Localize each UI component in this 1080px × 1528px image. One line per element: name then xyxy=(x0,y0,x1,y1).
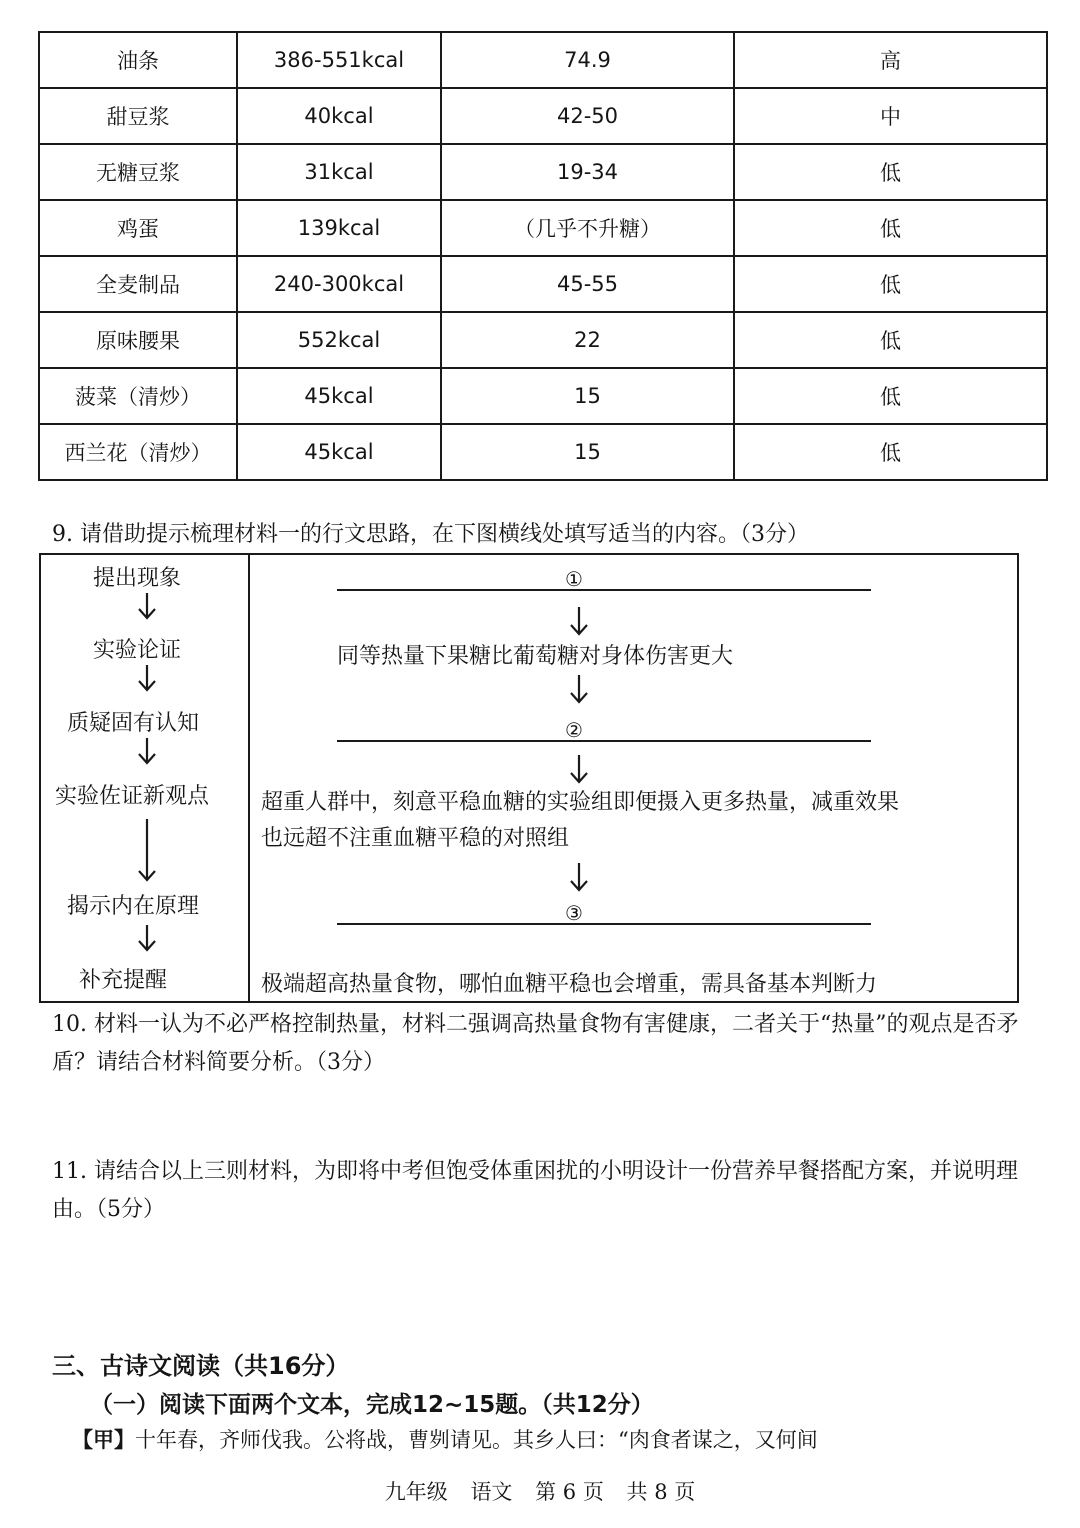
food-name-cell: 原味腰果 xyxy=(39,312,237,368)
flow-text: 极端超高热量食物，哪怕血糖平稳也会增重，需具备基本判断力 xyxy=(261,972,878,997)
down-arrow-icon xyxy=(569,861,589,893)
footer-total: 共 8 页 xyxy=(626,1480,696,1504)
table-row xyxy=(39,88,1047,144)
answer-blank-1[interactable] xyxy=(337,589,871,591)
down-arrow-icon xyxy=(137,736,157,766)
level-cell: 中 xyxy=(734,88,1047,144)
blank-mark: ③ xyxy=(565,901,583,925)
calories-cell: 45kcal xyxy=(237,368,441,424)
table-row xyxy=(39,144,1047,200)
gi-cell: （几乎不升糖） xyxy=(441,200,734,256)
question-11: 11. 请结合以上三则材料，为即将中考但饱受体重困扰的小明设计一份营养早餐搭配方案，并说明理由。（5分） xyxy=(52,1159,1018,1222)
page-footer xyxy=(0,1476,1080,1506)
table-row xyxy=(39,32,1047,88)
level-cell: 低 xyxy=(734,312,1047,368)
food-name-cell: 甜豆浆 xyxy=(39,88,237,144)
food-name-cell: 油条 xyxy=(39,32,237,88)
calories-cell: 386-551kcal xyxy=(237,32,441,88)
passage-jia xyxy=(72,1424,818,1454)
flow-divider xyxy=(248,555,250,1001)
calories-cell: 139kcal xyxy=(237,200,441,256)
down-arrow-icon xyxy=(137,817,157,883)
down-arrow-icon xyxy=(569,753,589,785)
blank-mark: ② xyxy=(565,718,583,742)
calories-cell: 552kcal xyxy=(237,312,441,368)
footer-page: 第 6 页 xyxy=(535,1480,604,1504)
table-row xyxy=(39,256,1047,312)
level-cell: 低 xyxy=(734,200,1047,256)
passage-tag: 【甲】 xyxy=(72,1427,135,1452)
calories-cell: 45kcal xyxy=(237,424,441,480)
flow-step: 实验论证 xyxy=(93,638,182,663)
level-cell: 高 xyxy=(734,32,1047,88)
table-row xyxy=(39,200,1047,256)
flow-step: 质疑固有认知 xyxy=(67,711,200,736)
table-row xyxy=(39,312,1047,368)
flow-step: 实验佐证新观点 xyxy=(55,784,210,809)
answer-blank-3[interactable] xyxy=(337,923,871,925)
gi-cell: 22 xyxy=(441,312,734,368)
gi-cell: 19-34 xyxy=(441,144,734,200)
nutrition-table xyxy=(38,31,1048,481)
answer-blank-2[interactable] xyxy=(337,740,871,742)
food-name-cell: 鸡蛋 xyxy=(39,200,237,256)
passage-text: 十年春，齐师伐我。公将战，曹刿请见。其乡人曰：“肉食者谋之，又何间 xyxy=(135,1428,818,1452)
level-cell: 低 xyxy=(734,144,1047,200)
blank-mark: ① xyxy=(565,567,583,591)
level-cell: 低 xyxy=(734,424,1047,480)
food-name-cell: 菠菜（清炒） xyxy=(39,368,237,424)
down-arrow-icon xyxy=(137,663,157,693)
level-cell: 低 xyxy=(734,256,1047,312)
down-arrow-icon xyxy=(137,591,157,621)
footer-subject: 语文 xyxy=(470,1480,513,1504)
sub-section-title: （一）阅读下面两个文本，完成12~15题。（共12分） xyxy=(90,1392,654,1418)
flow-step: 提出现象 xyxy=(93,566,182,591)
gi-cell: 74.9 xyxy=(441,32,734,88)
down-arrow-icon xyxy=(569,673,589,705)
calories-cell: 240-300kcal xyxy=(237,256,441,312)
flow-step: 揭示内在原理 xyxy=(67,894,200,919)
calories-cell: 31kcal xyxy=(237,144,441,200)
flow-text: 同等热量下果糖比葡萄糖对身体伤害更大 xyxy=(337,644,734,669)
calories-cell: 40kcal xyxy=(237,88,441,144)
flow-text: 超重人群中，刻意平稳血糖的实验组即便摄入更多热量，减重效果 xyxy=(261,790,900,815)
footer-grade: 九年级 xyxy=(384,1480,448,1504)
flow-text: 也远超不注重血糖平稳的对照组 xyxy=(261,826,570,851)
table-row xyxy=(39,424,1047,480)
level-cell: 低 xyxy=(734,368,1047,424)
flow-diagram xyxy=(39,553,1019,1003)
gi-cell: 15 xyxy=(441,368,734,424)
down-arrow-icon xyxy=(569,605,589,637)
down-arrow-icon xyxy=(137,923,157,953)
gi-cell: 42-50 xyxy=(441,88,734,144)
gi-cell: 15 xyxy=(441,424,734,480)
question-9: 9. 请借助提示梳理材料一的行文思路，在下图横线处填写适当的内容。（3分） xyxy=(52,522,809,547)
food-name-cell: 全麦制品 xyxy=(39,256,237,312)
food-name-cell: 西兰花（清炒） xyxy=(39,424,237,480)
food-name-cell: 无糖豆浆 xyxy=(39,144,237,200)
table-row xyxy=(39,368,1047,424)
flow-step: 补充提醒 xyxy=(79,968,168,993)
section-title: 三、古诗文阅读（共16分） xyxy=(52,1352,350,1380)
question-10: 10. 材料一认为不必严格控制热量，材料二强调高热量食物有害健康，二者关于“热量”的观点是否矛盾？请结合材料简要分析。（3分） xyxy=(52,1012,1019,1075)
gi-cell: 45-55 xyxy=(441,256,734,312)
